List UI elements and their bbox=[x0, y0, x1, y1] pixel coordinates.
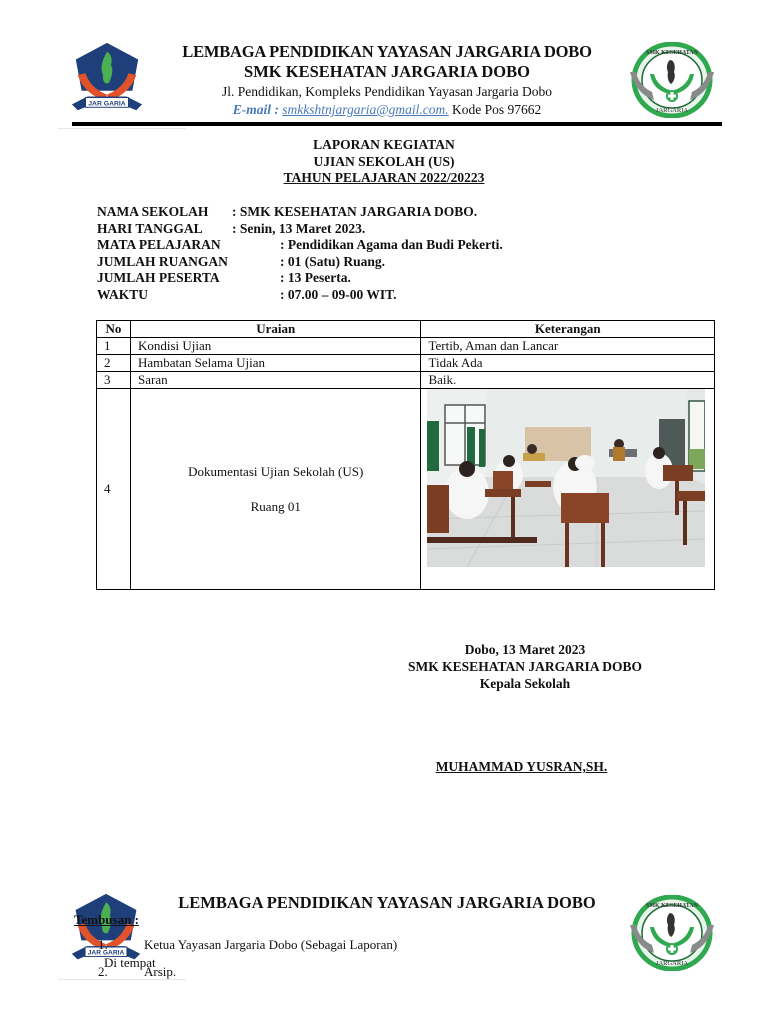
svg-text:JAR GARIA: JAR GARIA bbox=[88, 100, 126, 108]
signature-place-date: Dobo, 13 Maret 2023 bbox=[464, 642, 586, 657]
signature-position: Kepala Sekolah bbox=[479, 676, 571, 691]
cell-no: 3 bbox=[97, 372, 131, 389]
svg-text:JARGARIA: JARGARIA bbox=[655, 960, 689, 967]
info-label: MATA PELAJARAN bbox=[97, 237, 221, 253]
svg-text:JARGARIA: JARGARIA bbox=[655, 107, 689, 114]
info-label: WAKTU bbox=[97, 286, 149, 302]
cell-keterangan: Tidak Ada bbox=[421, 355, 715, 372]
table-row bbox=[97, 338, 715, 355]
cell-photo bbox=[421, 389, 715, 590]
documentation-caption bbox=[138, 463, 414, 515]
documentation-room: Ruang 01 bbox=[250, 499, 301, 514]
svg-text:SMK KESEHATAN: SMK KESEHATAN bbox=[646, 903, 698, 909]
faint-divider bbox=[58, 128, 186, 129]
info-label: HARI TANGGAL bbox=[97, 220, 203, 236]
contact-line bbox=[148, 101, 626, 119]
tembusan-item bbox=[74, 963, 177, 980]
postal-code: Kode Pos 97662 bbox=[452, 102, 542, 117]
tembusan-sub-note: Di tempat bbox=[104, 955, 156, 970]
cell-no: 4 bbox=[97, 389, 131, 590]
table-row-documentation bbox=[97, 389, 715, 590]
info-value: : 01 (Satu) Ruang. bbox=[280, 253, 386, 269]
cell-uraian: Saran bbox=[130, 372, 421, 389]
info-label: JUMLAH RUANGAN bbox=[97, 253, 228, 269]
cell-keterangan: Baik. bbox=[421, 372, 715, 389]
info-label: JUMLAH PESERTA bbox=[97, 270, 220, 286]
footer-organization-name: LEMBAGA PENDIDIKAN YAYASAN JARGARIA DOBO bbox=[178, 893, 596, 912]
signature-school: SMK KESEHATAN JARGARIA DOBO bbox=[408, 659, 642, 674]
report-title bbox=[0, 137, 768, 187]
cell-uraian-documentation bbox=[130, 389, 421, 590]
svg-text:SMK KESEHATAN: SMK KESEHATAN bbox=[646, 50, 698, 56]
header-keterangan: Keterangan bbox=[421, 321, 715, 338]
email-label: E-mail : bbox=[232, 102, 279, 117]
school-address: Jl. Pendidikan, Kompleks Pendidikan Yayasan Jargaria Dobo bbox=[221, 84, 553, 99]
info-value: : 07.00 – 09-00 WIT. bbox=[280, 286, 397, 302]
table-row bbox=[97, 355, 715, 372]
signatory-name: MUHAMMAD YUSRAN,SH. bbox=[435, 759, 608, 774]
header-no: No bbox=[97, 321, 131, 338]
school-name: SMK KESEHATAN JARGARIA DOBO bbox=[244, 62, 530, 81]
svg-text:JAR GARIA: JAR GARIA bbox=[87, 949, 125, 957]
cell-keterangan: Tertib, Aman dan Lancar bbox=[421, 338, 715, 355]
cell-no: 1 bbox=[97, 338, 131, 355]
report-table bbox=[96, 320, 715, 590]
tembusan-item-number: 2. bbox=[98, 964, 108, 979]
cell-uraian: Kondisi Ujian bbox=[130, 338, 421, 355]
tembusan-item-number: 1. bbox=[98, 937, 108, 952]
cell-no: 2 bbox=[97, 355, 131, 372]
organization-name: LEMBAGA PENDIDIKAN YAYASAN JARGARIA DOBO bbox=[182, 42, 592, 61]
tembusan-title: Tembusan : bbox=[74, 912, 139, 927]
smk-kesehatan-logo-icon bbox=[626, 42, 718, 118]
tembusan-item bbox=[74, 936, 398, 953]
info-value: : Pendidikan Agama dan Budi Pekerti. bbox=[280, 237, 503, 253]
tembusan-item-text: Ketua Yayasan Jargaria Dobo (Sebagai Laporan) bbox=[144, 937, 398, 952]
letterhead bbox=[58, 38, 722, 128]
classroom-exam-photo bbox=[427, 389, 705, 567]
info-value: : 13 Peserta. bbox=[280, 270, 351, 286]
header-uraian: Uraian bbox=[130, 321, 421, 338]
info-value: : SMK KESEHATAN JARGARIA DOBO. bbox=[232, 204, 478, 219]
letterhead-divider bbox=[72, 122, 722, 126]
signature-block bbox=[380, 641, 670, 692]
tembusan-block bbox=[74, 911, 398, 980]
documentation-title: Dokumentasi Ujian Sekolah (US) bbox=[188, 464, 364, 479]
classroom-photo-icon bbox=[427, 389, 705, 567]
table-header-row bbox=[97, 321, 715, 338]
tembusan-item-text: Arsip. bbox=[144, 964, 177, 979]
yayasan-logo-icon bbox=[68, 40, 146, 118]
title-line-2: UJIAN SEKOLAH (US) bbox=[313, 153, 455, 169]
smk-kesehatan-logo-icon bbox=[626, 895, 718, 971]
title-line-1: LAPORAN KEGIATAN bbox=[313, 137, 455, 152]
table-row bbox=[97, 372, 715, 389]
title-line-3: TAHUN PELAJARAN 2022/20223 bbox=[283, 170, 485, 185]
letterhead-text bbox=[148, 42, 626, 119]
info-value: : Senin, 13 Maret 2023. bbox=[232, 220, 366, 236]
info-label: NAMA SEKOLAH bbox=[97, 204, 209, 219]
email-link[interactable]: smkkshtnjargaria@gmail.com. bbox=[282, 102, 449, 117]
cell-uraian: Hambatan Selama Ujian bbox=[130, 355, 421, 372]
